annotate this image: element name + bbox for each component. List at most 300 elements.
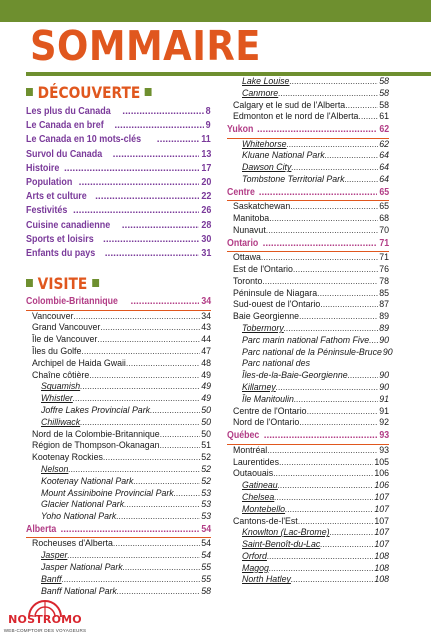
decouverte-list	[26, 105, 211, 261]
dot-leader	[290, 201, 378, 213]
page-number: 20	[201, 176, 211, 188]
toc-subentry-link[interactable]	[227, 539, 389, 551]
toc-subentry[interactable]	[227, 174, 389, 186]
entry-label: Région de Thompson-Okanagan	[32, 440, 160, 451]
entry-label: Grand Vancouver	[32, 322, 101, 333]
page-number: 43	[201, 322, 211, 333]
square-bullet-icon	[92, 279, 99, 287]
entry-label: Centre	[227, 186, 255, 198]
dot-leader	[293, 264, 378, 276]
entry-label: Survol du Canada	[26, 148, 103, 160]
toc-entry-decouverte[interactable]	[26, 119, 211, 133]
page-number: 54	[201, 538, 211, 549]
entry-label: Laurentides	[233, 456, 279, 467]
page-number: 49	[201, 381, 211, 392]
toc-subentry-link[interactable]	[227, 88, 389, 100]
section-heading-visite	[26, 275, 185, 293]
toc-entry[interactable]	[227, 264, 389, 276]
toc-entry[interactable]	[227, 406, 389, 418]
toc-region-heading[interactable]	[227, 429, 389, 445]
toc-subentry-link[interactable]	[26, 417, 211, 429]
dot-leader	[320, 539, 373, 551]
toc-subentry[interactable]	[26, 499, 211, 511]
page-number: 11	[201, 134, 211, 146]
toc-subentry[interactable]	[26, 562, 211, 574]
toc-entry[interactable]	[227, 213, 389, 225]
dot-leader	[159, 440, 200, 452]
toc-entry[interactable]	[227, 311, 389, 323]
page-number: 70	[379, 224, 389, 235]
page-number: 48	[201, 357, 211, 368]
entry-label: Saskatchewan	[233, 201, 291, 212]
dot-leader	[126, 358, 200, 370]
page-number: 9	[206, 120, 211, 132]
toc-subentry[interactable]	[26, 405, 211, 417]
toc-subentry-link[interactable]	[26, 550, 211, 562]
dot-leader	[81, 346, 200, 358]
entry-label: Orford	[242, 550, 267, 561]
page-number: 55	[201, 573, 211, 584]
toc-subentry-link[interactable]	[26, 393, 211, 405]
entry-label: Joffre Lakes Provincial Park	[41, 404, 151, 415]
entry-label: Les plus du Canada	[26, 106, 111, 117]
dot-leader	[60, 523, 198, 538]
entry-label: Tombstone Territorial Park	[242, 174, 345, 185]
dot-leader	[122, 105, 204, 119]
toc-entry[interactable]	[227, 299, 389, 311]
toc-entry[interactable]	[26, 322, 211, 334]
entry-label: Population	[26, 176, 73, 188]
entry-label: Cantons-de-l'Est	[233, 515, 298, 526]
dot-leader	[73, 393, 200, 405]
dot-leader	[97, 334, 200, 346]
toc-subentry-link[interactable]	[227, 563, 389, 575]
dot-leader	[103, 452, 200, 464]
toc-entry[interactable]	[227, 225, 389, 237]
toc-entry[interactable]	[227, 516, 389, 528]
page-number: 68	[379, 213, 389, 224]
page-number: 107	[374, 503, 389, 514]
section-heading-decouverte	[26, 84, 185, 102]
entry-label: Arts et culture	[26, 191, 87, 203]
entry-label: Gatineau	[242, 480, 278, 491]
dot-leader	[273, 468, 373, 480]
page-number: 107	[374, 515, 389, 526]
entry-label: Glacier National Park	[41, 499, 125, 510]
dot-leader	[274, 492, 373, 504]
toc-subentry-link[interactable]	[227, 323, 389, 335]
dot-leader	[291, 574, 373, 586]
toc-subentry-link[interactable]	[227, 574, 389, 586]
entry-label: Whitehorse	[242, 138, 287, 149]
entry-label: Île Manitoulin	[242, 393, 294, 404]
dot-leader	[80, 381, 200, 393]
entry-label: Chilliwack	[41, 416, 81, 427]
toc-entry-decouverte[interactable]	[26, 148, 211, 162]
dot-leader	[114, 119, 204, 133]
entry-label: Kootenay Rockies	[32, 452, 103, 463]
dot-leader	[67, 550, 200, 562]
entry-label: Nelson	[41, 463, 69, 474]
dot-leader	[369, 335, 378, 347]
toc-region-heading[interactable]	[227, 186, 389, 202]
dot-leader	[358, 111, 378, 123]
dot-leader	[80, 417, 200, 429]
toc-entry[interactable]	[26, 334, 211, 346]
toc-subentry-link[interactable]	[227, 162, 389, 174]
dot-leader	[105, 247, 199, 261]
entry-label: Knowlton (Lac-Brome)	[242, 527, 330, 538]
toc-subentry-link[interactable]	[227, 382, 389, 394]
toc-subentry[interactable]	[227, 335, 389, 347]
page-number: 53	[201, 487, 211, 498]
dot-leader	[267, 551, 373, 563]
toc-subentry-continued[interactable]	[227, 358, 389, 370]
toc-entry-decouverte[interactable]	[26, 219, 211, 233]
dot-leader	[160, 429, 201, 441]
toc-subentry-link[interactable]	[227, 76, 389, 88]
toc-subentry[interactable]	[227, 150, 389, 162]
entry-label: Lake Louise	[242, 76, 290, 86]
toc-entry[interactable]	[227, 288, 389, 300]
entry-label: Mount Assiniboine Provincial Park	[41, 487, 174, 498]
dot-leader	[276, 382, 378, 394]
dot-leader	[330, 527, 374, 539]
entry-label: Kluane National Park	[242, 150, 325, 161]
toc-subentry-link[interactable]	[227, 551, 389, 563]
toc-entry[interactable]	[227, 111, 389, 123]
top-color-band	[0, 0, 431, 22]
dot-leader	[113, 148, 199, 162]
dot-leader	[289, 76, 378, 88]
entry-label: Chelsea	[242, 491, 275, 502]
page-number: 50	[201, 416, 211, 427]
toc-entry[interactable]	[26, 346, 211, 358]
dot-leader	[291, 162, 378, 174]
page-number: 90	[382, 346, 393, 357]
right-column	[227, 76, 393, 586]
dot-leader	[266, 225, 378, 237]
toc-entry[interactable]	[227, 276, 389, 288]
page-number: 107	[374, 527, 389, 538]
toc-subentry-link[interactable]	[227, 527, 389, 539]
left-column	[26, 76, 211, 597]
page-number: 107	[374, 539, 389, 550]
page-number: 44	[201, 334, 211, 345]
entry-label: Toronto	[233, 275, 263, 286]
page-number: 58	[379, 99, 389, 110]
toc-subentry[interactable]	[26, 488, 211, 500]
toc-entry[interactable]	[26, 311, 211, 323]
page-number: 58	[379, 76, 389, 86]
page-number: 90	[379, 382, 389, 393]
entry-label: Parc national de la Péninsule-Bruce	[242, 346, 382, 357]
dot-leader	[261, 252, 378, 264]
entry-label: Sports et loisirs	[26, 233, 94, 245]
page-number: 107	[374, 491, 389, 502]
dot-leader	[130, 295, 198, 310]
dot-leader	[317, 288, 378, 300]
entry-label: Sud-ouest de l'Ontario	[233, 299, 321, 310]
section-heading-label: DÉCOUVERTE	[37, 83, 141, 102]
dot-leader	[345, 100, 378, 112]
dot-leader	[62, 574, 201, 586]
page-number: 108	[374, 550, 389, 561]
dot-leader	[345, 174, 379, 186]
page-number: 49	[201, 393, 211, 404]
square-bullet-icon	[26, 88, 33, 96]
toc-entry[interactable]	[227, 445, 389, 457]
page-number: 47	[201, 345, 211, 356]
page-number: 87	[379, 299, 389, 310]
dot-leader	[73, 311, 200, 323]
entry-label: Jasper	[41, 550, 68, 561]
dot-leader	[124, 499, 200, 511]
entry-label: Calgary et le sud de l'Alberta	[233, 99, 346, 110]
toc-subentry[interactable]	[227, 370, 389, 382]
square-bullet-icon	[26, 279, 33, 287]
page-number: 76	[379, 264, 389, 275]
toc-entry-decouverte[interactable]	[26, 190, 211, 204]
toc-subentry[interactable]	[26, 586, 211, 598]
entry-label: Dawson City	[242, 162, 292, 173]
section-heading-label: VISITE	[37, 274, 88, 294]
page-number: 65	[379, 201, 389, 212]
dot-leader	[285, 504, 373, 516]
page-number: 108	[374, 562, 389, 573]
toc-subentry-link[interactable]	[227, 492, 389, 504]
toc-subentry-link[interactable]	[26, 464, 211, 476]
dot-leader	[264, 429, 377, 444]
toc-entry-decouverte[interactable]	[26, 247, 211, 261]
toc-entry-decouverte[interactable]	[26, 176, 211, 190]
page-number: 91	[379, 405, 389, 416]
toc-subentry-link[interactable]	[227, 139, 389, 151]
entry-label: Parc marin national Fathom Five	[242, 334, 370, 345]
entry-label: Vancouver	[32, 310, 74, 321]
page-title: SOMMAIRE	[30, 22, 261, 70]
entry-label: Kootenay National Park	[41, 475, 134, 486]
entry-label: Festivités	[26, 205, 68, 217]
page-number: 52	[201, 463, 211, 474]
toc-entry-decouverte[interactable]	[26, 105, 211, 119]
page-number: 13	[201, 148, 211, 160]
toc-region-heading[interactable]	[227, 237, 389, 253]
entry-label: Magog	[242, 562, 269, 573]
dot-leader	[287, 139, 379, 151]
toc-subentry-link[interactable]	[227, 480, 389, 492]
page-number: 30	[201, 233, 211, 245]
toc-entry[interactable]	[26, 358, 211, 370]
dot-leader	[117, 586, 200, 598]
page-number: 28	[201, 219, 211, 231]
dot-leader	[113, 538, 200, 550]
entry-label: Nord de l'Ontario	[233, 417, 300, 428]
toc-subentry[interactable]	[227, 346, 393, 359]
toc-entry[interactable]	[227, 417, 389, 429]
square-bullet-icon	[145, 88, 152, 96]
page-number: 90	[379, 334, 389, 345]
entry-label: Killarney	[242, 382, 276, 393]
toc-entry-decouverte[interactable]	[26, 204, 211, 218]
toc-entry[interactable]	[26, 538, 211, 550]
page-number: 50	[201, 428, 211, 439]
entry-label: Ontario	[227, 237, 259, 249]
entry-label: Îles-de-la-Baie-Georgienne	[242, 370, 348, 381]
toc-subentry-link[interactable]	[26, 574, 211, 586]
entry-label: Baie Georgienne	[233, 311, 300, 322]
entry-label: Banff	[41, 573, 62, 584]
page-number: 64	[379, 150, 389, 161]
dot-leader	[79, 176, 199, 190]
entry-label: Île de Vancouver	[32, 334, 98, 345]
entry-label: Alberta	[26, 523, 57, 535]
toc-subentry[interactable]	[227, 394, 389, 406]
dot-leader	[259, 186, 377, 201]
toc-entry[interactable]	[227, 252, 389, 264]
entry-label: Saint-Benoît-du-Lac	[242, 539, 321, 550]
dot-leader	[68, 464, 200, 476]
page-number: 61	[379, 111, 389, 122]
page-number: 54	[201, 550, 211, 561]
toc-entry[interactable]	[26, 452, 211, 464]
toc-region-heading[interactable]	[26, 523, 211, 539]
logo-tagline: WEB-COMPTOIR DES VOYAGEURS	[3, 628, 87, 633]
page-number: 90	[379, 370, 389, 381]
page-number: 108	[374, 574, 389, 585]
page-number: 53	[201, 511, 211, 522]
page-number: 52	[201, 452, 211, 463]
entry-label: Enfants du pays	[26, 247, 96, 259]
page-number: 51	[201, 440, 211, 451]
dot-leader	[320, 299, 378, 311]
page-number: 64	[379, 162, 389, 173]
entry-label: Edmonton et le nord de l'Alberta	[233, 111, 359, 122]
toc-entry-decouverte[interactable]	[26, 162, 211, 176]
toc-subentry[interactable]	[26, 476, 211, 488]
dot-leader	[122, 219, 199, 233]
page-number: 17	[201, 162, 211, 174]
dot-leader	[133, 476, 200, 488]
entry-label: Est de l'Ontario	[233, 264, 293, 275]
dot-leader	[73, 204, 199, 218]
entry-label: Québec	[227, 430, 260, 442]
page-number: 8	[206, 106, 211, 117]
toc-entry[interactable]	[26, 440, 211, 452]
dot-leader	[298, 516, 374, 528]
toc-entry-decouverte[interactable]	[26, 233, 211, 247]
page-number: 54	[201, 523, 211, 535]
entry-label: Outaouais	[233, 468, 274, 479]
dot-leader	[262, 276, 378, 288]
toc-subentry[interactable]	[26, 511, 211, 523]
page-number: 53	[201, 499, 211, 510]
page-number: 55	[201, 562, 211, 572]
entry-label: Tobermory	[242, 323, 284, 334]
toc-entry[interactable]	[227, 100, 389, 112]
dot-leader	[269, 563, 373, 575]
page-number: 58	[201, 585, 211, 596]
dot-leader	[348, 370, 379, 382]
page-number: 26	[201, 205, 211, 217]
page-number: 22	[201, 191, 211, 203]
entry-label: Ottawa	[233, 252, 261, 263]
dot-leader	[257, 123, 377, 138]
dot-leader	[116, 511, 200, 523]
entry-label: Montréal	[233, 444, 268, 455]
page-number: 65	[379, 186, 389, 198]
entry-label: Yoho National Park	[41, 511, 117, 522]
toc-entry-decouverte[interactable]	[26, 133, 211, 147]
page-number: 91	[379, 393, 389, 404]
entry-label: Îles du Golfe	[32, 345, 82, 356]
page-number: 89	[379, 323, 389, 334]
dot-leader	[103, 233, 199, 247]
toc-region-heading[interactable]	[26, 295, 211, 311]
nostromo-logo	[3, 598, 87, 638]
page-number: 49	[201, 369, 211, 380]
toc-subentry-link[interactable]	[26, 381, 211, 393]
entry-label: Cuisine canadienne	[26, 219, 111, 231]
page-number: 85	[379, 287, 389, 298]
entry-label: Archipel de Haida Gwaii	[32, 357, 126, 368]
dot-leader	[150, 405, 200, 417]
dot-leader	[89, 370, 200, 382]
page-number: 71	[379, 237, 389, 249]
page-number: 71	[379, 252, 389, 263]
toc-entry[interactable]	[26, 429, 211, 441]
page-number: 62	[379, 124, 389, 136]
entry-label: Montebello	[242, 503, 286, 514]
toc-subentry-link[interactable]	[227, 504, 389, 516]
dot-leader	[299, 311, 378, 323]
page-number: 58	[379, 87, 389, 98]
visite-list-right	[227, 76, 393, 586]
page-number: 62	[379, 138, 389, 149]
dot-leader	[157, 133, 199, 147]
dot-leader	[307, 406, 379, 418]
dot-leader	[299, 417, 378, 429]
entry-label: Manitoba	[233, 213, 270, 224]
page-number: 31	[201, 247, 211, 259]
entry-label: Le Canada en 10 mots-clés	[26, 134, 142, 146]
dot-leader	[278, 480, 374, 492]
entry-label: Péninsule de Niagara	[233, 287, 318, 298]
page-number: 34	[201, 310, 211, 321]
dot-leader	[325, 150, 379, 162]
entry-label: Whistler	[41, 393, 73, 404]
page-number: 105	[374, 456, 389, 467]
toc-entry[interactable]	[227, 457, 389, 469]
dot-leader	[100, 322, 200, 334]
page-number: 106	[374, 480, 389, 491]
page-number: 52	[201, 475, 211, 486]
entry-label: Colombie-Britannique	[26, 296, 118, 308]
entry-label: Yukon	[227, 124, 254, 136]
entry-label: Le Canada en bref	[26, 120, 104, 132]
toc-entry[interactable]	[26, 370, 211, 382]
page-number: 34	[201, 296, 211, 308]
toc-region-heading[interactable]	[227, 123, 389, 139]
dot-leader	[95, 190, 199, 204]
page-number: 92	[379, 417, 389, 428]
entry-label: Centre de l'Ontario	[233, 405, 307, 416]
entry-label: Squamish	[41, 381, 81, 392]
dot-leader	[284, 323, 378, 335]
entry-label: Banff National Park	[41, 585, 117, 596]
toc-entry[interactable]	[227, 468, 389, 480]
toc-entry[interactable]	[227, 201, 389, 213]
